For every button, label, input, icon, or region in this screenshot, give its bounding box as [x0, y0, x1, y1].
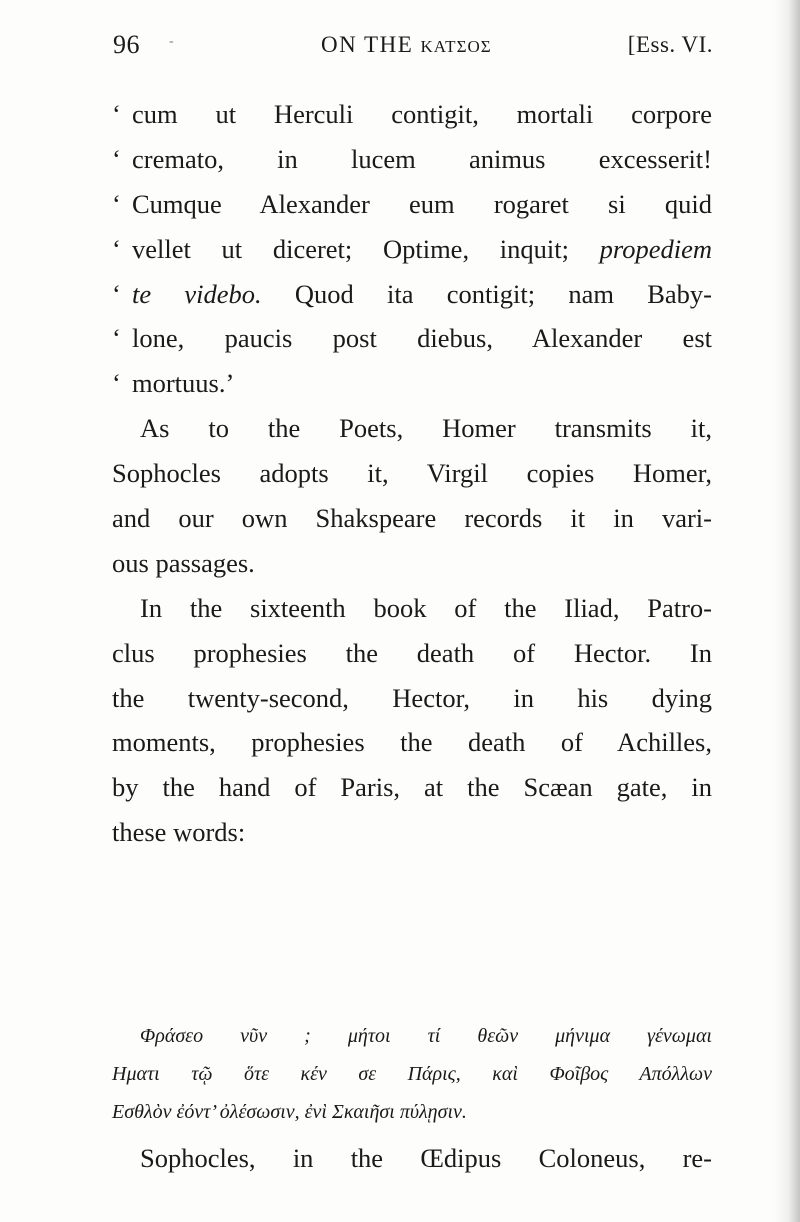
quote-mark: ‘ — [112, 323, 121, 354]
italic-word: propediem — [599, 233, 712, 264]
body-line: moments, prophesies the death of Achilles, — [112, 727, 712, 758]
latin-line: ‘ lone, paucis post diebus, Alexander est — [112, 316, 712, 361]
section-marker: [Ess. VI. — [627, 32, 713, 57]
latin-line: ‘ cum ut Herculi contigit, mortali corpore — [112, 92, 712, 137]
greek-verse-line: Φράσεο νῦν ; μήτοι τί θεῶν μήνιμα γένωμαι — [140, 1025, 712, 1047]
latin-line: ‘ Cumque Alexander eum rogaret si quid — [112, 182, 712, 227]
greek-verse-line: Ηματι τῷ ὅτε κέν σε Πάρις, καὶ Φοῖβος Απόλλων — [112, 1063, 712, 1085]
body-line: Sophocles, in the Œdipus Coloneus, re- — [140, 1143, 712, 1173]
body-line: In the sixteenth book of the Iliad, Patro- — [140, 592, 712, 623]
body-line: and our own Shakspeare records it in vari- — [112, 503, 712, 534]
body-line: the twenty-second, Hector, in his dying — [112, 682, 712, 713]
body-line: As to the Poets, Homer transmits it, — [140, 413, 712, 444]
running-head — [113, 30, 713, 64]
quote-mark: ‘ — [112, 143, 121, 174]
stray-mark: - — [169, 34, 175, 49]
quote-mark: ‘ — [112, 99, 121, 129]
quote-mark: ‘ — [112, 233, 121, 264]
italic-phrase: te videbo. — [132, 278, 262, 309]
latin-line: ‘ te videbo. Quod ita contigit; nam Baby- — [112, 272, 712, 317]
latin-line: ‘ mortuus.’ — [112, 361, 712, 406]
quote-mark: ‘ — [112, 368, 121, 399]
body-line: clus prophesies the death of Hector. In — [112, 637, 712, 668]
spine-shadow — [774, 0, 800, 1222]
body-line: these words: — [112, 817, 246, 848]
running-title — [321, 32, 492, 58]
quote-mark: ‘ — [112, 278, 121, 309]
body-line: ous passages. — [112, 547, 255, 578]
latin-line: ‘ cremato, in lucem animus excesserit! — [112, 137, 712, 182]
page-number: 96 — [113, 30, 140, 59]
running-title-prefix: ON THE — [321, 32, 414, 57]
running-title-greek: KATΣOΣ — [420, 37, 492, 56]
quote-mark: ‘ — [112, 188, 121, 219]
body-line: by the hand of Paris, at the Scæan gate, in — [112, 772, 712, 803]
latin-line: ‘ vellet ut diceret; Optime, inquit; propediem — [112, 227, 712, 272]
main-text — [112, 92, 712, 855]
greek-verse-line: Εσθλὸν ἐόντ’ ὀλέσωσιν, ἐνὶ Σκαιῆσι πύλῃσιν. — [112, 1101, 467, 1123]
body-line: Sophocles adopts it, Virgil copies Homer, — [112, 458, 712, 489]
